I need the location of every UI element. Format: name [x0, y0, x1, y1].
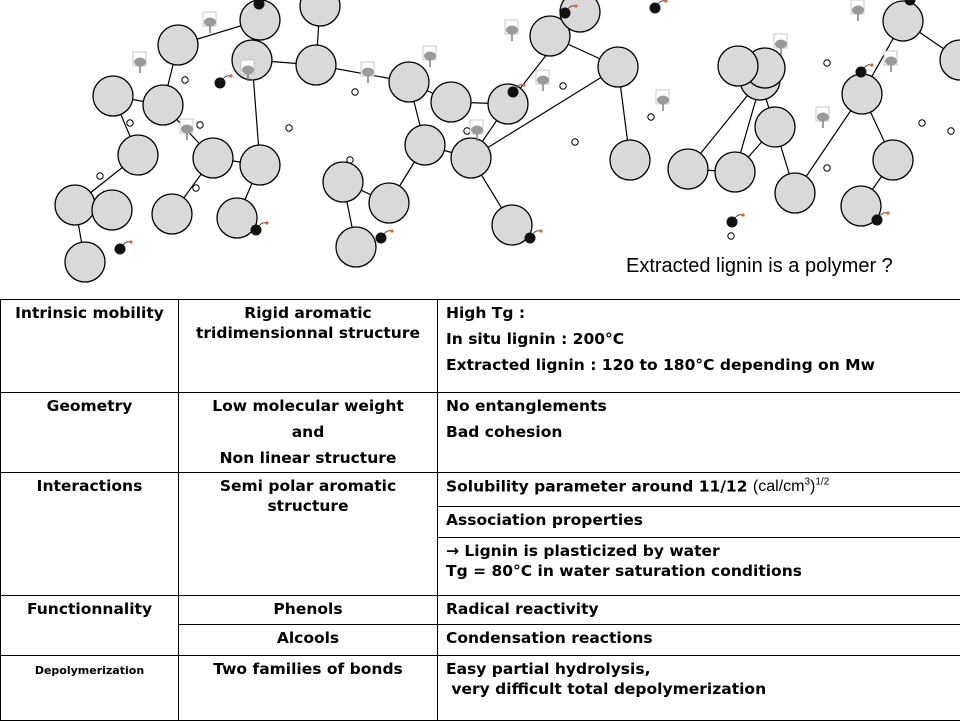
glass-flask-icon [816, 107, 829, 128]
table-row [1, 473, 960, 507]
ether-oxygen-node [352, 89, 358, 95]
ether-oxygen-node [97, 173, 103, 179]
table-row [1, 300, 960, 393]
feature-cell [179, 393, 438, 473]
aromatic-unit-node [118, 135, 158, 175]
aromatic-unit-node [940, 40, 960, 80]
feature-cell: Rigid aromatic tridimensionnal structure [179, 300, 438, 393]
ether-oxygen-node [728, 233, 734, 239]
aromatic-unit-node [842, 74, 882, 114]
glass-flask-icon [851, 0, 864, 21]
feature-cell: Semi polar aromatic structure [179, 473, 438, 596]
effect-cell [438, 300, 960, 393]
glass-flask-icon [505, 20, 518, 41]
aromatic-unit-node [296, 45, 336, 85]
glass-flask-icon [656, 90, 669, 111]
feature-line: Low molecular weight [187, 396, 429, 416]
glass-flask-icon [884, 51, 897, 72]
aromatic-unit-node [92, 190, 132, 230]
feature-cell: Phenols [179, 596, 438, 625]
ether-oxygen-node [824, 165, 830, 171]
category-cell: Functionnality [1, 596, 179, 656]
bomb-icon [115, 240, 133, 254]
ether-oxygen-node [560, 83, 566, 89]
feature-line: and [187, 422, 429, 442]
aromatic-unit-node [143, 85, 183, 125]
ether-oxygen-node [572, 139, 578, 145]
ether-oxygen-node [919, 120, 925, 126]
glass-flask-icon [133, 52, 146, 73]
diagram-caption: Extracted lignin is a polymer ? [626, 255, 893, 278]
table-row [1, 656, 960, 721]
bomb-icon [727, 213, 745, 227]
feature-line: Non linear structure [187, 448, 429, 468]
effect-line: Easy partial hydrolysis, [446, 659, 952, 679]
aromatic-unit-node [193, 138, 233, 178]
glass-flask-icon [536, 70, 549, 91]
effect-cell [438, 656, 960, 721]
aromatic-unit-node [718, 46, 758, 86]
effect-line: Extracted lignin : 120 to 180°C depending on Mw [446, 355, 952, 375]
aromatic-unit-node [405, 125, 445, 165]
effect-cell: Association properties [438, 507, 960, 538]
ether-oxygen-node [464, 128, 470, 134]
aromatic-unit-node [755, 107, 795, 147]
glass-flask-icon [180, 119, 193, 140]
bomb-icon [215, 74, 233, 88]
aromatic-unit-node [431, 82, 471, 122]
ether-oxygen-node [182, 77, 188, 83]
effect-cell: Condensation reactions [438, 625, 960, 656]
category-cell: Intrinsic mobility [1, 300, 179, 393]
feature-cell: Two families of bonds [179, 656, 438, 721]
category-cell: Geometry [1, 393, 179, 473]
effect-cell [438, 538, 960, 596]
lignin-properties-table [0, 299, 960, 721]
effect-line: No entanglements [446, 396, 952, 416]
effect-cell: Radical reactivity [438, 596, 960, 625]
solubility-text: Solubility parameter around 11/12 [446, 477, 748, 495]
table-row [1, 393, 960, 473]
aromatic-unit-node [610, 140, 650, 180]
effect-line: very difficult total depolymerization [446, 679, 952, 699]
aromatic-unit-node [323, 162, 363, 202]
feature-cell: Alcools [179, 625, 438, 656]
aromatic-unit-node [152, 194, 192, 234]
bomb-icon [376, 229, 394, 243]
table-row [1, 596, 960, 625]
aromatic-unit-node [65, 242, 105, 282]
effect-cell [438, 393, 960, 473]
aromatic-unit-node [715, 152, 755, 192]
ether-oxygen-node [127, 120, 133, 126]
effect-line: Tg = 80°C in water saturation conditions [446, 561, 952, 581]
ether-oxygen-node [286, 125, 292, 131]
effect-cell [438, 473, 960, 507]
category-cell: Interactions [1, 473, 179, 596]
effect-line: → Lignin is plasticized by water [446, 541, 952, 561]
aromatic-unit-node [873, 140, 913, 180]
aromatic-unit-node [300, 0, 340, 26]
bomb-icon [650, 0, 668, 14]
category-cell: Depolymerization [1, 656, 179, 721]
solubility-unit: $(cal/cm^3)^{1/2}$ [753, 478, 829, 495]
aromatic-unit-node [775, 173, 815, 213]
aromatic-unit-node [883, 1, 923, 41]
glass-flask-icon [203, 12, 216, 33]
aromatic-unit-node [336, 227, 376, 267]
ether-oxygen-node [197, 122, 203, 128]
ether-oxygen-node [193, 185, 199, 191]
aromatic-unit-node [93, 76, 133, 116]
aromatic-unit-node [668, 149, 708, 189]
glass-flask-icon [423, 46, 436, 67]
aromatic-unit-node [451, 138, 491, 178]
effect-line: Bad cohesion [446, 422, 952, 442]
glass-flask-icon [361, 62, 374, 83]
aromatic-unit-node [369, 183, 409, 223]
ether-oxygen-node [648, 114, 654, 120]
aromatic-unit-node [598, 47, 638, 87]
aromatic-unit-node [158, 25, 198, 65]
aromatic-unit-node [389, 62, 429, 102]
ether-oxygen-node [824, 60, 830, 66]
effect-line: High Tg : [446, 303, 952, 323]
ether-oxygen-node [948, 128, 954, 134]
effect-line: In situ lignin : 200°C [446, 329, 952, 349]
aromatic-unit-node [55, 185, 95, 225]
aromatic-unit-node [240, 145, 280, 185]
